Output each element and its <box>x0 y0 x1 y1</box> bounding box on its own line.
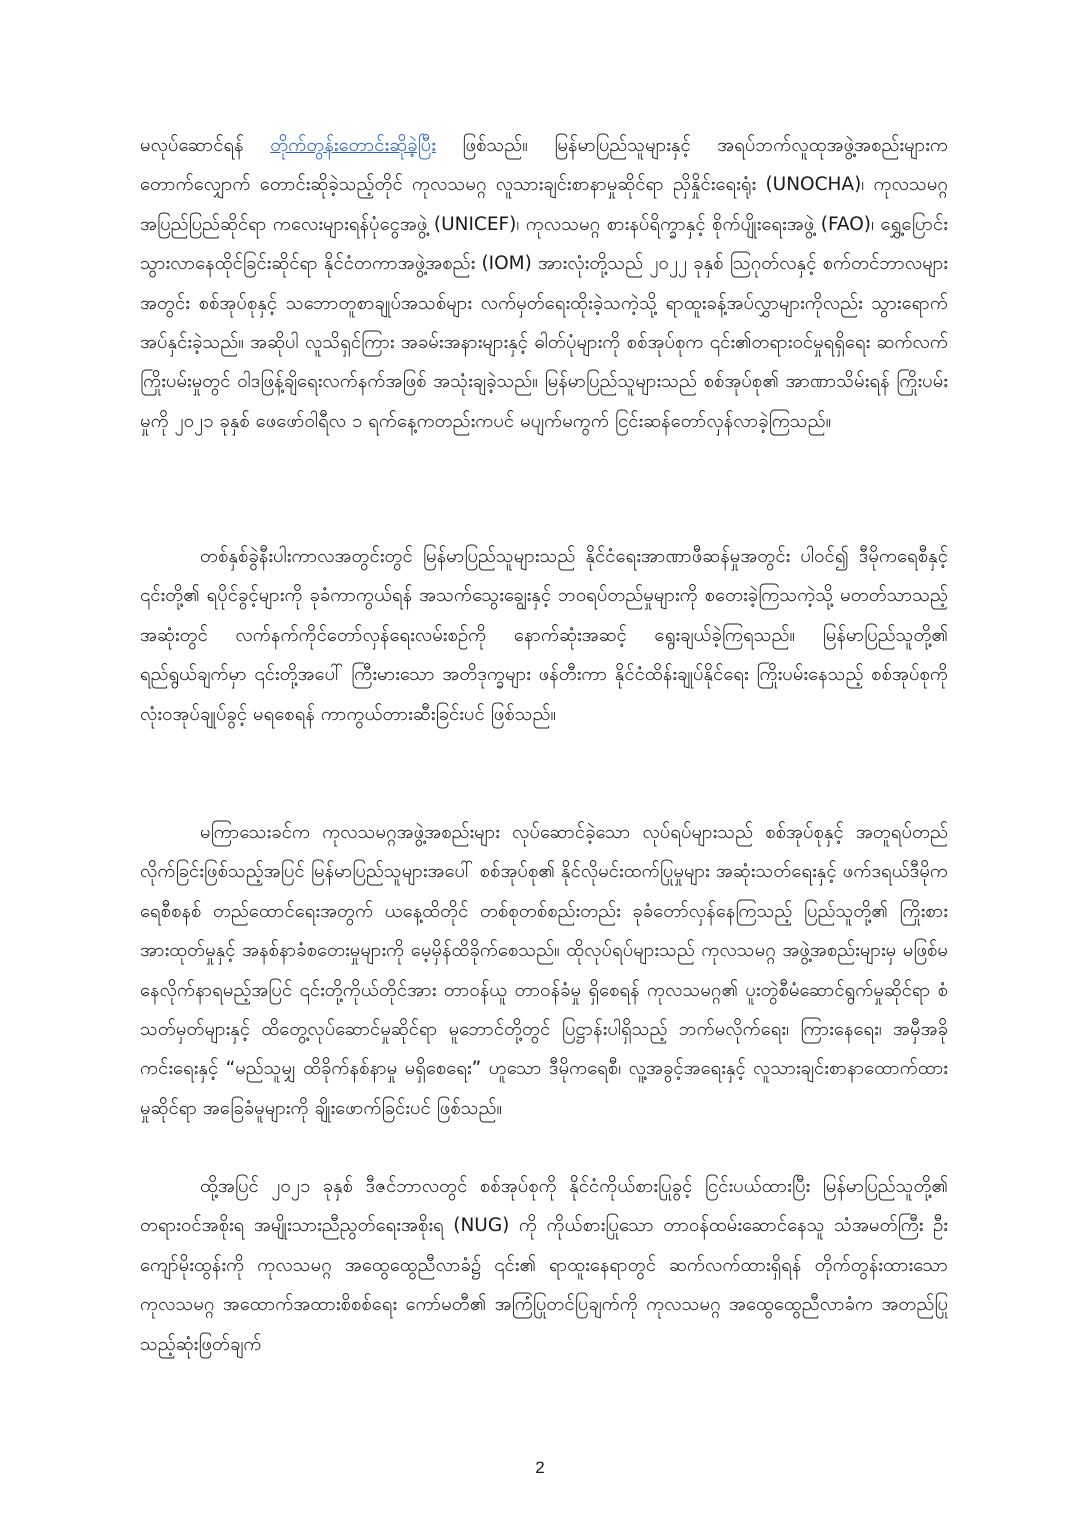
paragraph-2: တစ်နှစ်ခွဲနီးပါးကာလအတွင်းတွင် မြန်မာပြည်သူများသည် နိုင်ငံရေးအာဏာဖီဆန်မှုအတွင်း ပါဝင်၍ ဒီမိုကရေစီနှင့် ၎င်းတို့၏ ရပိုင်ခွင့်များကို ခုခံကာကွယ်ရန် အသက်သွေးချွေးနှင့် ဘဝရပ်တည်မှုများကို စတေးခဲ့ကြသကဲ့သို့ မတတ်သာသည့်အဆုံးတွင် လက်နက်ကိုင်တော်လှန်ရေးလမ်းစဉ်ကို နောက်ဆုံးအဆင့် ရွေးချယ်ခဲ့ကြရသည်။ မြန်မာပြည်သူတို့၏ ရည်ရွယ်ချက်မှာ ၎င်းတို့အပေါ် ကြီးမားသော အတိဒုက္ခများ ဖန်တီးကာ နိုင်ငံထိန်းချုပ်နိုင်ရေး ကြိုးပမ်းနေသည့် စစ်အုပ်စုကို လုံးဝအုပ်ချုပ်ခွင့် မရစေရန် ကာကွယ်တားဆီးခြင်းပင် ဖြစ်သည်။ <box>140 546 948 725</box>
paragraph-1-lead: မလုပ်ဆောင်ရန် <box>140 135 271 156</box>
paragraph-1-body: ဖြစ်သည်။ မြန်မာပြည်သူများနှင့် အရပ်ဘက်လူထုအဖွဲ့အစည်းများက တောက်လျှောက် တောင်းဆိုခဲ့သည့်တိုင် ကုလသမဂ္ဂ လူသားချင်းစာနာမှုဆိုင်ရာ ညှိနှိုင်းရေးရုံး (UNOCHA)၊ ကုလသမဂ္ဂ အပြည်ပြည်ဆိုင်ရာ ကလေးများရန်ပုံငွေအဖွဲ့ (UNICEF)၊ ကုလသမဂ္ဂ စားနပ်ရိက္ခာနှင့် စိုက်ပျိုးရေးအဖွဲ့ (FAO)၊ ရွှေ့ပြောင်းသွားလာနေထိုင်ခြင်းဆိုင်ရာ နိုင်ငံတကာအဖွဲ့အစည်း (IOM) အားလုံးတို့သည် ၂၀၂၂ ခုနှစ် ဩဂုတ်လနှင့် စက်တင်ဘာလများအတွင်း စစ်အုပ်စုနှင့် သဘောတူစာချုပ်အသစ်များ လက်မှတ်ရေးထိုးခဲ့သကဲ့သို့ ရာထူးခန့်အပ်လွှာများကိုလည်း သွားရောက်အပ်နှင်းခဲ့သည်။ အဆိုပါ လူသိရှင်ကြား အခမ်းအနားများနှင့် ဓါတ်ပုံများကို စစ်အုပ်စုက ၎င်း၏တရားဝင်မှုရရှိရေး ဆက်လက်ကြိုးပမ်းမှုတွင် ဝါဒဖြန့်ချိရေးလက်နက်အဖြစ် အသုံးချခဲ့သည်။ မြန်မာပြည်သူများသည် စစ်အုပ်စု၏ အာဏာသိမ်းရန် ကြိုးပမ်းမှုကို ၂၀၂၁ ခုနှစ် ဖေဖော်ဝါရီလ ၁ ရက်နေ့ကတည်းကပင် မပျက်မကွက် ငြင်းဆန်တော်လှန်လာခဲ့ကြသည်။ <box>140 135 949 432</box>
paragraph-4: ထို့အပြင် ၂၀၂၁ ခုနှစ် ဒီဇင်ဘာလတွင် စစ်အုပ်စုကို နိုင်ငံကိုယ်စားပြုခွင့် ငြင်းပယ်ထားပြီး မြန်မာပြည်သူတို့၏ တရားဝင်အစိုးရ အမျိုးသားညီညွတ်ရေးအစိုးရ (NUG) ကို ကိုယ်စားပြုသော တာဝန်ထမ်းဆောင်နေသူ သံအမတ်ကြီး ဦးကျော်မိုးထွန်းကို ကုလသမဂ္ဂ အထွေထွေညီလာခံ၌ ၎င်း၏ ရာထူးနေရာတွင် ဆက်လက်ထားရှိရန် တိုက်တွန်းထားသော ကုလသမဂ္ဂ အထောက်အထားစိစစ်ရေး ကော်မတီ၏ အကြံပြုတင်ပြချက်ကို ကုလသမဂ္ဂ အထွေထွေညီလာခံက အတည်ပြုသည့်ဆုံးဖြတ်ချက် <box>140 1176 948 1355</box>
paragraph-3: မကြာသေးခင်က ကုလသမဂ္ဂအဖွဲ့အစည်းများ လုပ်ဆောင်ခဲ့သော လုပ်ရပ်များသည် စစ်အုပ်စုနှင့် အတူရပ်တည်လိုက်ခြင်းဖြစ်သည့်အပြင် မြန်မာပြည်သူများအပေါ် စစ်အုပ်စု၏ နိုင်လိုမင်းထက်ပြုမှုများ အဆုံးသတ်ရေးနှင့် ဖက်ဒရယ်ဒီမိုကရေစီစနစ် တည်ထောင်ရေးအတွက် ယနေ့ထိတိုင် တစ်စုတစ်စည်းတည်း ခုခံတော်လှန်နေကြသည့် ပြည်သူတို့၏ ကြိုးစားအားထုတ်မှုနှင့် အနစ်နာခံစတေးမှုများကို မေ့မှိန်ထိခိုက်စေသည်။ ထိုလုပ်ရပ်များသည် ကုလသမဂ္ဂ အဖွဲ့အစည်းများမှ မဖြစ်မနေလိုက်နာရမည့်အပြင် ၎င်းတို့ကိုယ်တိုင်အား တာဝန်ယူ တာဝန်ခံမှု ရှိစေရန် ကုလသမဂ္ဂ၏ ပူးတွဲစီမံဆောင်ရွက်မှုဆိုင်ရာ စံသတ်မှတ်များနှင့် ထိတွေ့လုပ်ဆောင်မှုဆိုင်ရာ မူဘောင်တို့တွင် ပြဋ္ဌာန်းပါရှိသည့် ဘက်မလိုက်ရေး၊ ကြားနေရေး၊ အမှီအခိုကင်းရေးနှင့် “မည်သူမျှ ထိခိုက်နစ်နာမှု မရှိစေရေး” ဟူသော ဒီမိုကရေစီ၊ လူ့အခွင့်အရေးနှင့် လူသားချင်းစာနာထောက်ထားမှုဆိုင်ရာ အခြေခံမူများကို ချိုးဖောက်ခြင်းပင် ဖြစ်သည်။ <box>140 822 948 1119</box>
inline-link[interactable]: တိုက်တွန်းတောင်းဆိုခဲ့ပြီး <box>270 135 436 156</box>
paragraph-1 <box>140 126 948 441</box>
page-number: 2 <box>535 1458 545 1477</box>
